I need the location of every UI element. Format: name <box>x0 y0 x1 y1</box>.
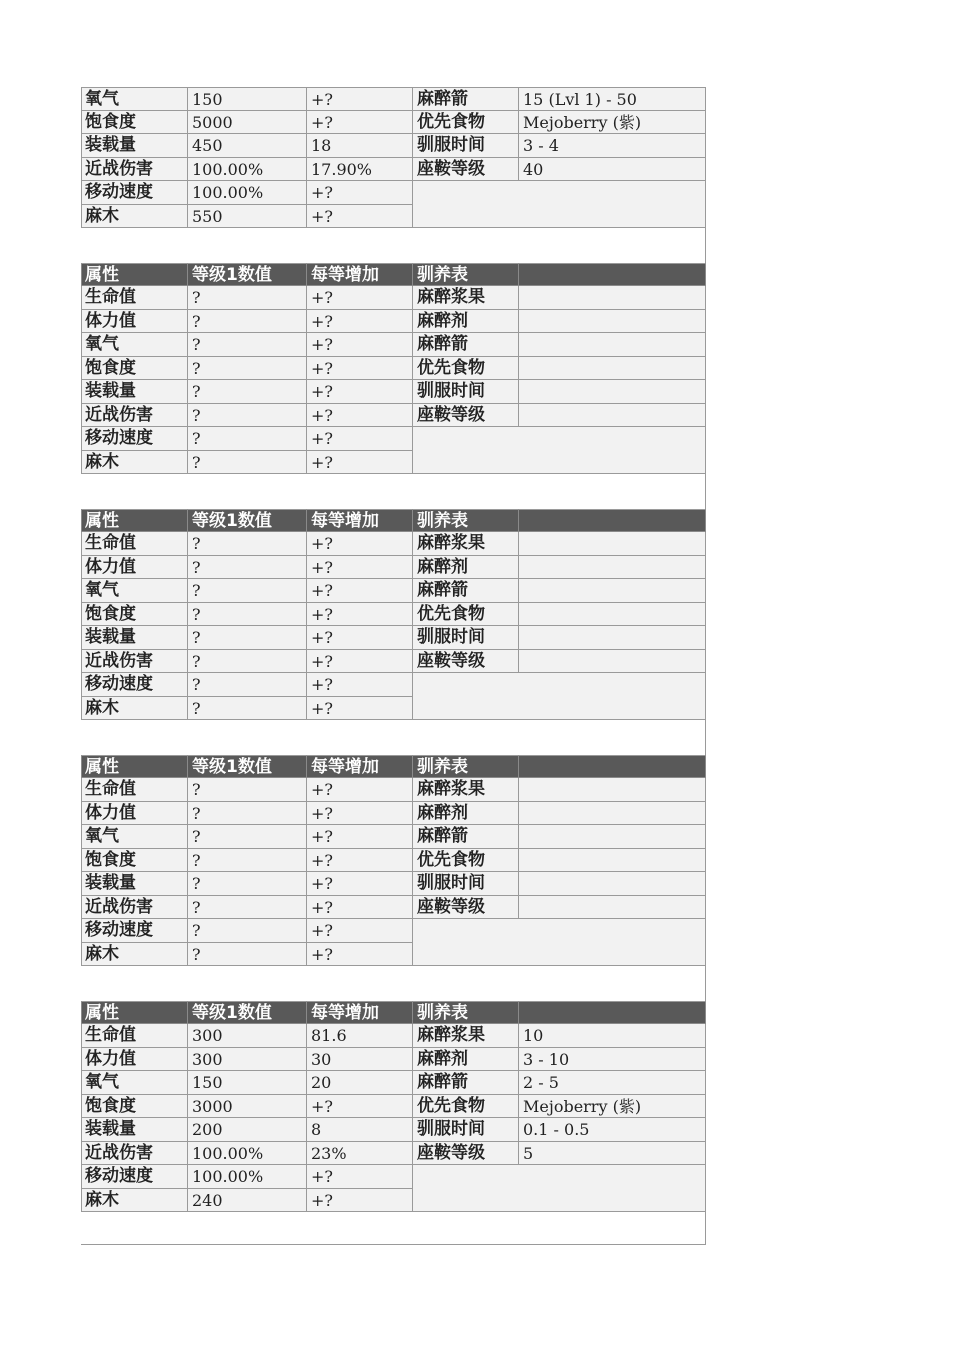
per-level-increase-cell[interactable]: 30 <box>307 1048 413 1072</box>
attribute-name-cell[interactable]: 氧气 <box>81 579 188 603</box>
level1-value-cell[interactable]: ? <box>188 603 307 627</box>
table-row <box>81 357 706 381</box>
table-row <box>81 380 706 404</box>
level1-value-cell[interactable]: 300 <box>188 1024 307 1048</box>
per-level-increase-cell[interactable]: +? <box>307 650 413 674</box>
taming-value-cell[interactable] <box>519 802 706 826</box>
per-level-increase-cell[interactable]: +? <box>307 111 413 135</box>
header-cell[interactable] <box>519 1001 706 1025</box>
table-row <box>81 1048 706 1072</box>
header-cell[interactable] <box>519 755 706 779</box>
header-cell[interactable] <box>519 509 706 533</box>
table-row <box>81 626 706 650</box>
header-row <box>81 263 706 287</box>
taming-value-cell[interactable]: 5 <box>519 1142 706 1166</box>
taming-label-cell[interactable]: 麻醉箭 <box>413 825 519 849</box>
taming-label-cell[interactable]: 麻醉浆果 <box>413 532 519 556</box>
attribute-name-cell[interactable]: 体力值 <box>81 1048 188 1072</box>
spacer-row <box>81 474 706 509</box>
attribute-name-cell[interactable]: 移动速度 <box>81 427 188 451</box>
header-cell[interactable]: 驯养表 <box>413 1001 519 1025</box>
taming-label-cell[interactable]: 麻醉浆果 <box>413 286 519 310</box>
header-row <box>81 755 706 779</box>
attribute-name-cell[interactable]: 装载量 <box>81 626 188 650</box>
level1-value-cell[interactable]: ? <box>188 310 307 334</box>
table-row <box>81 286 706 310</box>
taming-value-cell[interactable] <box>519 404 706 428</box>
table-row <box>81 556 706 580</box>
taming-value-cell[interactable] <box>519 626 706 650</box>
header-cell[interactable]: 属性 <box>81 509 188 533</box>
header-cell[interactable]: 等级1数值 <box>188 1001 307 1025</box>
per-level-increase-cell[interactable]: +? <box>307 896 413 920</box>
table-row <box>81 1024 706 1048</box>
header-cell[interactable]: 属性 <box>81 755 188 779</box>
level1-value-cell[interactable]: 100.00% <box>188 181 307 205</box>
table-row <box>81 919 706 943</box>
level1-value-cell[interactable]: ? <box>188 697 307 721</box>
per-level-increase-cell[interactable]: +? <box>307 673 413 697</box>
level1-value-cell[interactable]: ? <box>188 357 307 381</box>
table-row <box>81 650 706 674</box>
level1-value-cell[interactable]: 150 <box>188 1071 307 1095</box>
level1-value-cell[interactable]: ? <box>188 778 307 802</box>
header-cell[interactable]: 属性 <box>81 263 188 287</box>
table-row <box>81 310 706 334</box>
taming-label-cell[interactable]: 麻醉箭 <box>413 87 519 111</box>
taming-value-cell[interactable] <box>519 896 706 920</box>
per-level-increase-cell[interactable]: +? <box>307 603 413 627</box>
attribute-name-cell[interactable]: 移动速度 <box>81 1165 188 1189</box>
taming-value-cell[interactable]: 40 <box>519 158 706 182</box>
table-row <box>81 825 706 849</box>
per-level-increase-cell[interactable]: +? <box>307 825 413 849</box>
taming-label-cell[interactable]: 优先食物 <box>413 1095 519 1119</box>
per-level-increase-cell[interactable]: +? <box>307 849 413 873</box>
spacer-row <box>81 1212 706 1245</box>
per-level-increase-cell[interactable]: +? <box>307 310 413 334</box>
taming-label-cell[interactable]: 麻醉箭 <box>413 579 519 603</box>
per-level-increase-cell[interactable]: +? <box>307 579 413 603</box>
spreadsheet <box>81 87 706 1245</box>
taming-label-cell[interactable]: 驯服时间 <box>413 626 519 650</box>
taming-value-cell[interactable] <box>519 357 706 381</box>
taming-value-cell[interactable]: 3 - 4 <box>519 134 706 158</box>
header-cell[interactable] <box>519 263 706 287</box>
level1-value-cell[interactable]: 450 <box>188 134 307 158</box>
taming-label-cell[interactable]: 麻醉剂 <box>413 802 519 826</box>
level1-value-cell[interactable]: 100.00% <box>188 158 307 182</box>
level1-value-cell[interactable]: ? <box>188 404 307 428</box>
taming-value-cell[interactable]: 10 <box>519 1024 706 1048</box>
taming-value-cell[interactable] <box>519 286 706 310</box>
taming-label-cell[interactable]: 优先食物 <box>413 603 519 627</box>
table-row <box>81 802 706 826</box>
per-level-increase-cell[interactable]: +? <box>307 427 413 451</box>
attribute-name-cell[interactable]: 近战伤害 <box>81 650 188 674</box>
level1-value-cell[interactable]: 3000 <box>188 1095 307 1119</box>
header-cell[interactable]: 等级1数值 <box>188 509 307 533</box>
level1-value-cell[interactable]: 200 <box>188 1118 307 1142</box>
table-row <box>81 205 706 229</box>
attribute-name-cell[interactable]: 生命值 <box>81 532 188 556</box>
table-row <box>81 532 706 556</box>
table-row <box>81 87 706 111</box>
taming-label-cell[interactable]: 麻醉浆果 <box>413 1024 519 1048</box>
per-level-increase-cell[interactable]: +? <box>307 205 413 229</box>
per-level-increase-cell[interactable]: +? <box>307 404 413 428</box>
taming-label-cell[interactable]: 驯服时间 <box>413 134 519 158</box>
header-cell[interactable]: 驯养表 <box>413 263 519 287</box>
taming-label-cell[interactable]: 麻醉箭 <box>413 333 519 357</box>
attribute-name-cell[interactable]: 移动速度 <box>81 919 188 943</box>
taming-label-cell[interactable]: 麻醉剂 <box>413 1048 519 1072</box>
table-row <box>81 896 706 920</box>
level1-value-cell[interactable]: ? <box>188 333 307 357</box>
taming-label-cell[interactable]: 麻醉箭 <box>413 1071 519 1095</box>
table-row <box>81 1189 706 1213</box>
table-row <box>81 181 706 205</box>
table-row <box>81 404 706 428</box>
level1-value-cell[interactable]: 150 <box>188 87 307 111</box>
table-row <box>81 111 706 135</box>
per-level-increase-cell[interactable]: 8 <box>307 1118 413 1142</box>
per-level-increase-cell[interactable]: 20 <box>307 1071 413 1095</box>
per-level-increase-cell[interactable]: +? <box>307 357 413 381</box>
level1-value-cell[interactable]: ? <box>188 673 307 697</box>
taming-value-cell[interactable] <box>519 825 706 849</box>
level1-value-cell[interactable]: ? <box>188 919 307 943</box>
per-level-increase-cell[interactable]: +? <box>307 1095 413 1119</box>
attribute-name-cell[interactable]: 装载量 <box>81 872 188 896</box>
stats-block <box>81 263 706 475</box>
level1-value-cell[interactable]: ? <box>188 650 307 674</box>
level1-value-cell[interactable]: ? <box>188 532 307 556</box>
level1-value-cell[interactable]: 5000 <box>188 111 307 135</box>
attribute-name-cell[interactable]: 氧气 <box>81 825 188 849</box>
level1-value-cell[interactable]: ? <box>188 943 307 967</box>
attribute-name-cell[interactable]: 装载量 <box>81 1118 188 1142</box>
level1-value-cell[interactable]: ? <box>188 896 307 920</box>
table-row <box>81 1142 706 1166</box>
level1-value-cell[interactable]: ? <box>188 556 307 580</box>
attribute-name-cell[interactable]: 近战伤害 <box>81 404 188 428</box>
table-row <box>81 872 706 896</box>
stats-block <box>81 1001 706 1213</box>
header-cell[interactable]: 驯养表 <box>413 509 519 533</box>
taming-value-cell[interactable] <box>519 603 706 627</box>
attribute-name-cell[interactable]: 饱食度 <box>81 1095 188 1119</box>
per-level-increase-cell[interactable]: +? <box>307 1189 413 1213</box>
table-row <box>81 1165 706 1189</box>
table-row <box>81 427 706 451</box>
per-level-increase-cell[interactable]: +? <box>307 626 413 650</box>
per-level-increase-cell[interactable]: +? <box>307 872 413 896</box>
taming-value-cell[interactable] <box>519 650 706 674</box>
attribute-name-cell[interactable]: 体力值 <box>81 310 188 334</box>
header-cell[interactable]: 每等增加 <box>307 1001 413 1025</box>
table-row <box>81 579 706 603</box>
table-row <box>81 1071 706 1095</box>
taming-value-cell[interactable] <box>519 556 706 580</box>
attribute-name-cell[interactable]: 近战伤害 <box>81 158 188 182</box>
attribute-name-cell[interactable]: 饱食度 <box>81 357 188 381</box>
header-cell[interactable]: 驯养表 <box>413 755 519 779</box>
spacer-row <box>81 228 706 263</box>
taming-value-cell[interactable] <box>519 579 706 603</box>
level1-value-cell[interactable]: ? <box>188 579 307 603</box>
taming-label-cell[interactable]: 座鞍等级 <box>413 158 519 182</box>
taming-value-cell[interactable]: Mejoberry (紫) <box>519 1095 706 1119</box>
per-level-increase-cell[interactable]: 81.6 <box>307 1024 413 1048</box>
per-level-increase-cell[interactable]: +? <box>307 778 413 802</box>
table-row <box>81 158 706 182</box>
level1-value-cell[interactable]: ? <box>188 802 307 826</box>
taming-value-cell[interactable]: 3 - 10 <box>519 1048 706 1072</box>
table-row <box>81 451 706 475</box>
per-level-increase-cell[interactable]: 23% <box>307 1142 413 1166</box>
taming-label-cell[interactable]: 驯服时间 <box>413 872 519 896</box>
attribute-name-cell[interactable]: 麻木 <box>81 697 188 721</box>
level1-value-cell[interactable]: ? <box>188 872 307 896</box>
taming-label-cell[interactable]: 优先食物 <box>413 849 519 873</box>
header-cell[interactable]: 属性 <box>81 1001 188 1025</box>
table-row <box>81 673 706 697</box>
taming-label-cell[interactable]: 座鞍等级 <box>413 896 519 920</box>
taming-value-cell[interactable] <box>519 849 706 873</box>
taming-label-cell[interactable]: 座鞍等级 <box>413 1142 519 1166</box>
attribute-name-cell[interactable]: 移动速度 <box>81 673 188 697</box>
header-row <box>81 1001 706 1025</box>
taming-label-cell[interactable]: 座鞍等级 <box>413 404 519 428</box>
taming-label-cell[interactable]: 麻醉剂 <box>413 556 519 580</box>
level1-value-cell[interactable]: ? <box>188 451 307 475</box>
attribute-name-cell[interactable]: 麻木 <box>81 205 188 229</box>
per-level-increase-cell[interactable]: +? <box>307 451 413 475</box>
per-level-increase-cell[interactable]: +? <box>307 87 413 111</box>
attribute-name-cell[interactable]: 生命值 <box>81 286 188 310</box>
attribute-name-cell[interactable]: 体力值 <box>81 556 188 580</box>
taming-value-cell[interactable]: 15 (Lvl 1) - 50 <box>519 87 706 111</box>
stats-block <box>81 509 706 721</box>
table-row <box>81 778 706 802</box>
attribute-name-cell[interactable]: 移动速度 <box>81 181 188 205</box>
per-level-increase-cell[interactable]: +? <box>307 556 413 580</box>
level1-value-cell[interactable]: 100.00% <box>188 1142 307 1166</box>
per-level-increase-cell[interactable]: +? <box>307 286 413 310</box>
attribute-name-cell[interactable]: 生命值 <box>81 778 188 802</box>
table-row <box>81 134 706 158</box>
attribute-name-cell[interactable]: 体力值 <box>81 802 188 826</box>
per-level-increase-cell[interactable]: +? <box>307 1165 413 1189</box>
per-level-increase-cell[interactable]: +? <box>307 380 413 404</box>
level1-value-cell[interactable]: 550 <box>188 205 307 229</box>
attribute-name-cell[interactable]: 饱食度 <box>81 849 188 873</box>
per-level-increase-cell[interactable]: +? <box>307 181 413 205</box>
header-cell[interactable]: 每等增加 <box>307 755 413 779</box>
attribute-name-cell[interactable]: 饱食度 <box>81 111 188 135</box>
attribute-name-cell[interactable]: 麻木 <box>81 943 188 967</box>
attribute-name-cell[interactable]: 近战伤害 <box>81 1142 188 1166</box>
attribute-name-cell[interactable]: 生命值 <box>81 1024 188 1048</box>
taming-value-cell[interactable] <box>519 380 706 404</box>
level1-value-cell[interactable]: ? <box>188 380 307 404</box>
attribute-name-cell[interactable]: 氧气 <box>81 1071 188 1095</box>
level1-value-cell[interactable]: 240 <box>188 1189 307 1213</box>
per-level-increase-cell[interactable]: +? <box>307 802 413 826</box>
taming-label-cell[interactable]: 优先食物 <box>413 111 519 135</box>
taming-label-cell[interactable]: 座鞍等级 <box>413 650 519 674</box>
spacer-row <box>81 966 706 1001</box>
level1-value-cell[interactable]: 100.00% <box>188 1165 307 1189</box>
level1-value-cell[interactable]: ? <box>188 427 307 451</box>
table-row <box>81 849 706 873</box>
taming-label-cell[interactable]: 驯服时间 <box>413 380 519 404</box>
taming-value-cell[interactable] <box>519 532 706 556</box>
level1-value-cell[interactable]: ? <box>188 825 307 849</box>
taming-label-cell[interactable]: 驯服时间 <box>413 1118 519 1142</box>
table-row <box>81 697 706 721</box>
table-row <box>81 1095 706 1119</box>
header-cell[interactable]: 每等增加 <box>307 509 413 533</box>
attribute-name-cell[interactable]: 装载量 <box>81 380 188 404</box>
level1-value-cell[interactable]: 300 <box>188 1048 307 1072</box>
attribute-name-cell[interactable]: 近战伤害 <box>81 896 188 920</box>
per-level-increase-cell[interactable]: +? <box>307 697 413 721</box>
attribute-name-cell[interactable]: 麻木 <box>81 1189 188 1213</box>
attribute-name-cell[interactable]: 麻木 <box>81 451 188 475</box>
per-level-increase-cell[interactable]: +? <box>307 943 413 967</box>
per-level-increase-cell[interactable]: +? <box>307 532 413 556</box>
taming-label-cell[interactable]: 麻醉剂 <box>413 310 519 334</box>
attribute-name-cell[interactable]: 装载量 <box>81 134 188 158</box>
attribute-name-cell[interactable]: 氧气 <box>81 333 188 357</box>
attribute-name-cell[interactable]: 饱食度 <box>81 603 188 627</box>
taming-value-cell[interactable] <box>519 310 706 334</box>
taming-value-cell[interactable]: Mejoberry (紫) <box>519 111 706 135</box>
table-row <box>81 943 706 967</box>
table-row <box>81 603 706 627</box>
level1-value-cell[interactable]: ? <box>188 849 307 873</box>
header-cell[interactable]: 等级1数值 <box>188 755 307 779</box>
header-row <box>81 509 706 533</box>
level1-value-cell[interactable]: ? <box>188 626 307 650</box>
taming-value-cell[interactable] <box>519 778 706 802</box>
taming-value-cell[interactable] <box>519 872 706 896</box>
level1-value-cell[interactable]: ? <box>188 286 307 310</box>
per-level-increase-cell[interactable]: +? <box>307 333 413 357</box>
taming-value-cell[interactable]: 2 - 5 <box>519 1071 706 1095</box>
header-cell[interactable]: 等级1数值 <box>188 263 307 287</box>
stats-block <box>81 755 706 967</box>
taming-value-cell[interactable] <box>519 333 706 357</box>
taming-value-cell[interactable]: 0.1 - 0.5 <box>519 1118 706 1142</box>
per-level-increase-cell[interactable]: 17.90% <box>307 158 413 182</box>
table-row <box>81 1118 706 1142</box>
header-cell[interactable]: 每等增加 <box>307 263 413 287</box>
taming-label-cell[interactable]: 优先食物 <box>413 357 519 381</box>
table-row <box>81 333 706 357</box>
attribute-name-cell[interactable]: 氧气 <box>81 87 188 111</box>
taming-label-cell[interactable]: 麻醉浆果 <box>413 778 519 802</box>
spacer-row <box>81 720 706 755</box>
stats-block <box>81 87 706 228</box>
per-level-increase-cell[interactable]: +? <box>307 919 413 943</box>
per-level-increase-cell[interactable]: 18 <box>307 134 413 158</box>
